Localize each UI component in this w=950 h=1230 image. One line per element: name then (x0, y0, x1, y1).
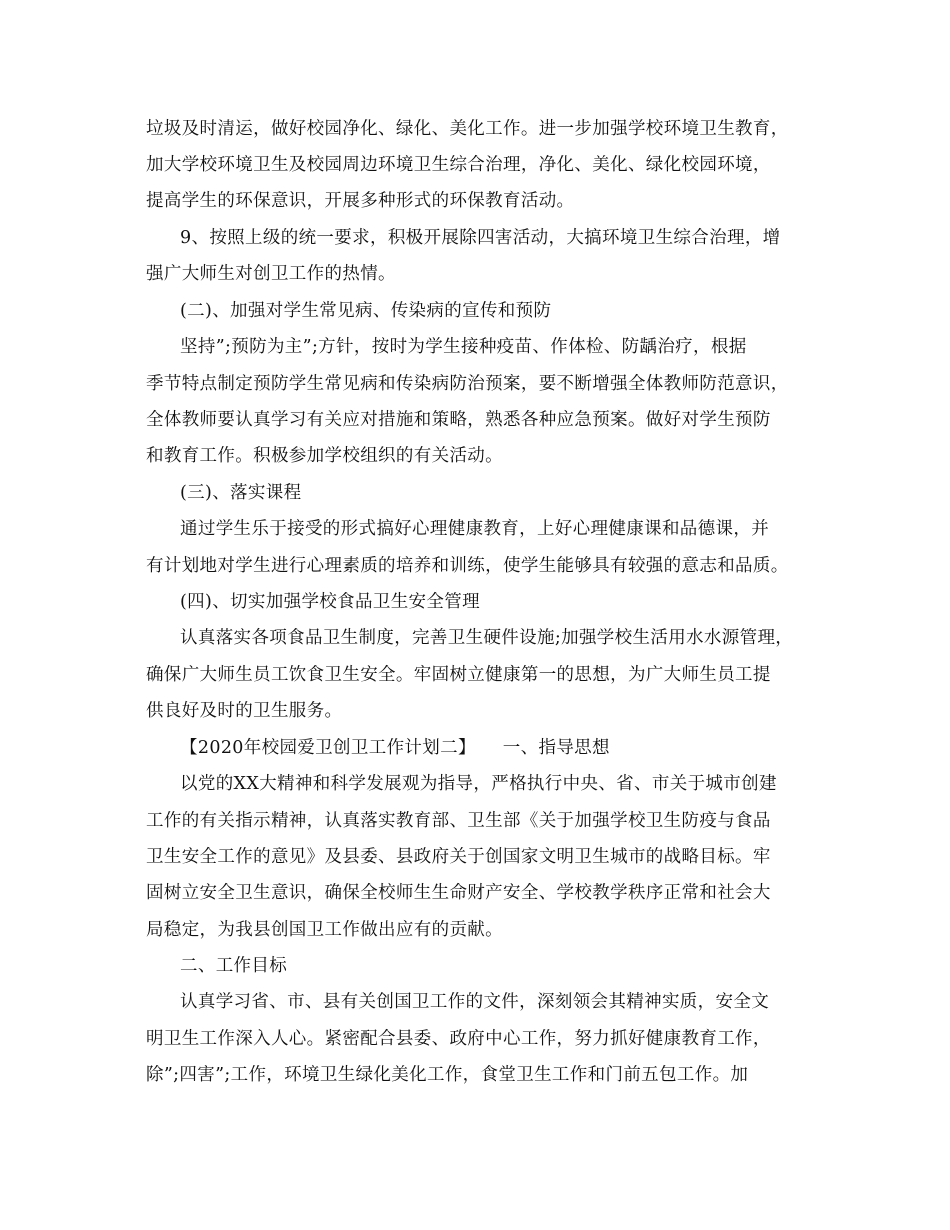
text-line: 强广大师生对创卫工作的热情。 (146, 264, 396, 284)
section-heading: (三)、落实课程 (180, 483, 302, 503)
text-line: 和教育工作。积极参加学校组织的有关活动。 (146, 446, 503, 466)
text-line: 加大学校环境卫生及校园周边环境卫生综合治理，净化、美化、绿化校园环境， (146, 155, 771, 175)
plan-title-line: 【2020年校园爱卫创卫工作计划二】 一、指导思想 (180, 738, 610, 758)
text-line: 坚持”;预防为主”;方针，按时为学生接种疫苗、作体检、防龋治疗，根据 (180, 337, 747, 357)
text-line: 通过学生乐于接受的形式搞好心理健康教育，上好心理健康课和品德课，并 (180, 519, 770, 539)
text-line: 固树立安全卫生意识，确保全校师生生命财产安全、学校教学秩序正常和社会大 (146, 883, 771, 903)
text-line: 认真学习省、市、县有关创国卫工作的文件，深刻领会其精神实质，安全文 (180, 992, 770, 1012)
text-line: 卫生安全工作的意见》及县委、县政府关于创国家文明卫生城市的战略目标。牢 (146, 847, 771, 867)
text-line: 9、按照上级的统一要求，积极开展除四害活动，大搞环境卫生综合治理，增 (180, 228, 781, 248)
section-heading: (四)、切实加强学校食品卫生安全管理 (180, 592, 480, 612)
text-line: 局稳定，为我县创国卫工作做出应有的贡献。 (146, 920, 503, 940)
text-line: 季节特点制定预防学生常见病和传染病防治预案，要不断增强全体教师防范意识， (146, 374, 789, 394)
text-line: 以党的XX大精神和科学发展观为指导，严格执行中央、省、市关于城市创建 (180, 774, 777, 794)
text-line: 垃圾及时清运，做好校园净化、绿化、美化工作。进一步加强学校环境卫生教育， (146, 119, 789, 139)
text-line: 有计划地对学生进行心理素质的培养和训练，使学生能够具有较强的意志和品质。 (146, 556, 789, 576)
section-heading: 二、工作目标 (180, 956, 288, 976)
section-heading: (二)、加强对学生常见病、传染病的宣传和预防 (180, 301, 552, 321)
text-line: 供良好及时的卫生服务。 (146, 701, 343, 721)
text-line: 除”;四害”;工作，环境卫生绿化美化工作，食堂卫生工作和门前五包工作。加 (146, 1065, 749, 1085)
text-line: 确保广大师生员工饮食卫生安全。牢固树立健康第一的思想，为广大师生员工提 (146, 665, 771, 685)
text-line: 工作的有关指示精神，认真落实教育部、卫生部《关于加强学校卫生防疫与食品 (146, 811, 771, 831)
text-line: 认真落实各项食品卫生制度，完善卫生硬件设施;加强学校生活用水水源管理， (180, 628, 794, 648)
text-line: 明卫生工作深入人心。紧密配合县委、政府中心工作，努力抓好健康教育工作， (146, 1029, 771, 1049)
text-line: 提高学生的环保意识，开展多种形式的环保教育活动。 (146, 191, 575, 211)
text-line: 全体教师要认真学习有关应对措施和策略，熟悉各种应急预案。做好对学生预防 (146, 410, 771, 430)
